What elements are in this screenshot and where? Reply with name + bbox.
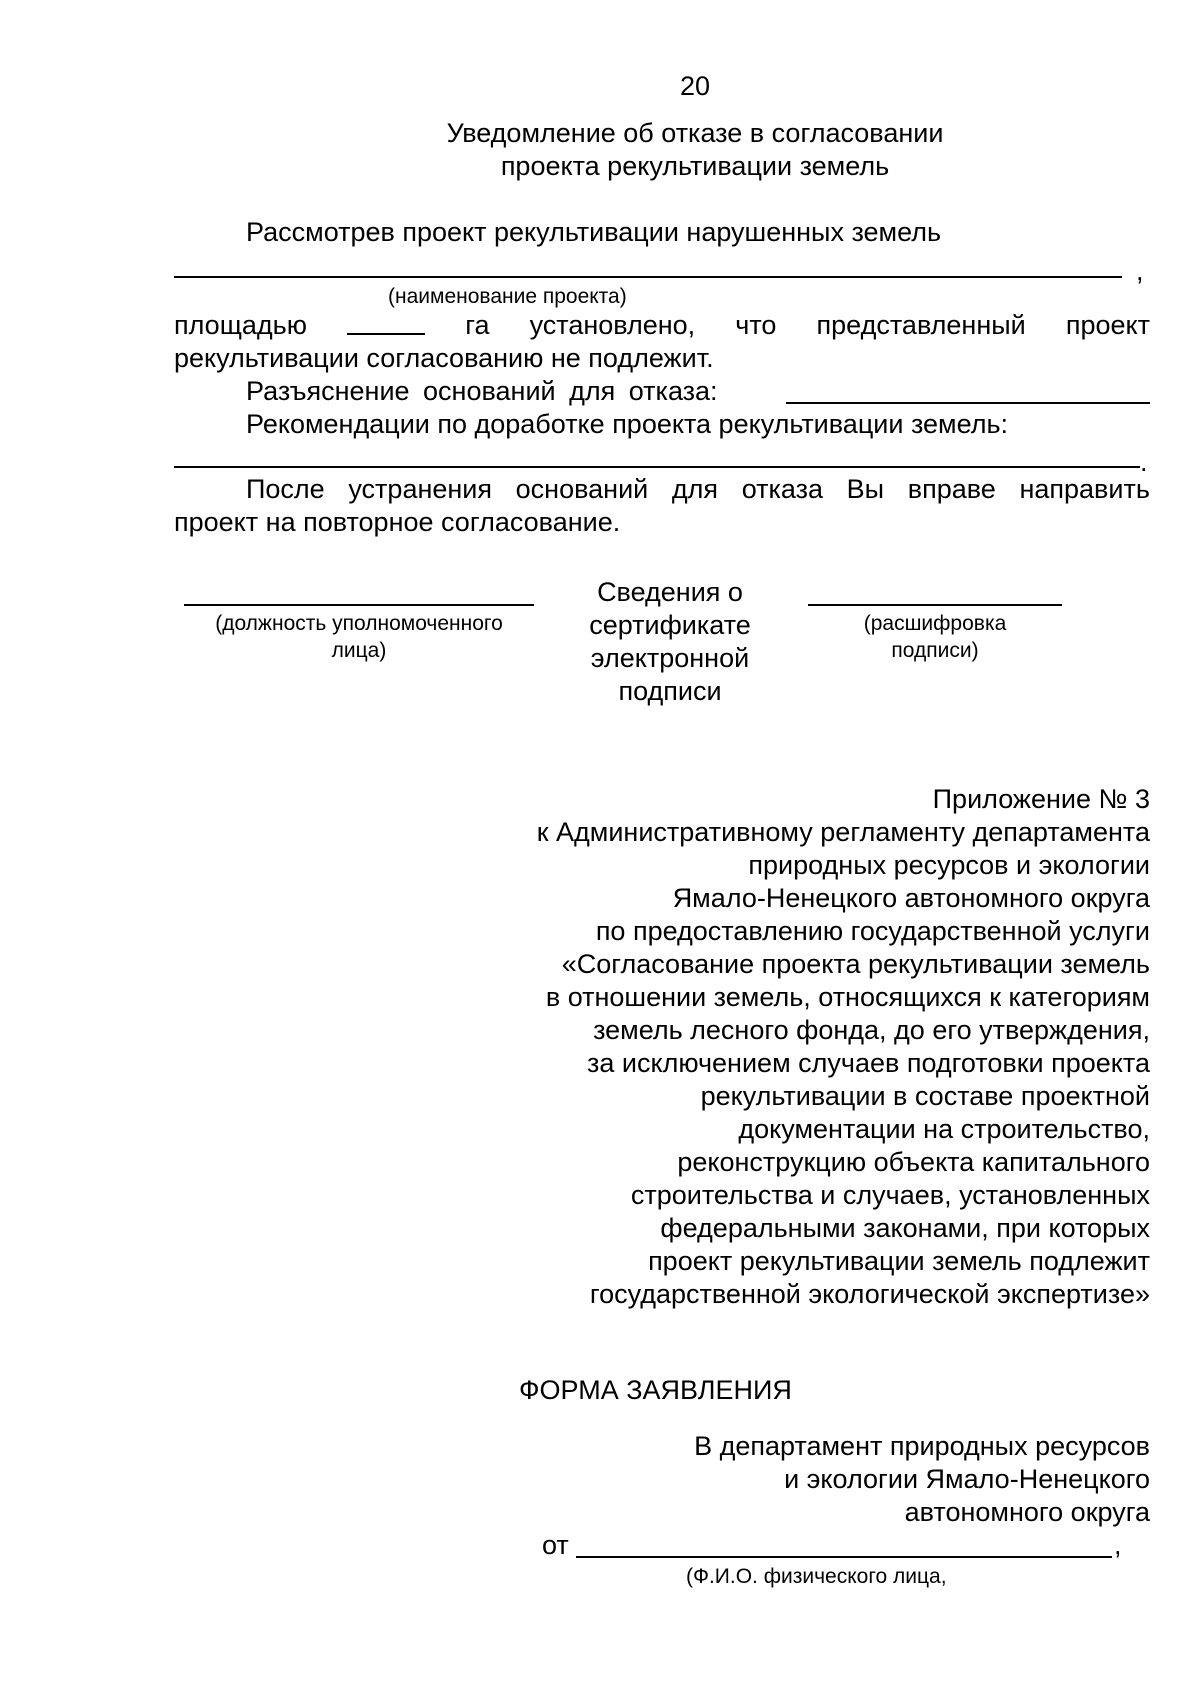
certificate-line-3: электронной [590, 643, 750, 673]
reasons-label-text: Разъяснение оснований для отказа: [246, 376, 718, 406]
position-caption [184, 610, 534, 664]
appendix-line: Ямало-Ненецкого автономного округа [672, 883, 1150, 913]
after-word: После [246, 474, 325, 504]
certificate-line-4: подписи [618, 676, 722, 706]
recommendations-label: Рекомендации по доработке проекта рекультивации земель: [246, 409, 1009, 439]
certificate-line-1: Сведения о [597, 577, 743, 607]
area-word: га [465, 310, 490, 340]
decode-caption-line-2: подписи) [891, 639, 979, 662]
project-comma: , [1136, 256, 1144, 286]
position-signature-line [184, 604, 534, 606]
after-word: для [671, 474, 719, 504]
appendix-line: «Согласование проекта рекультивации земель [561, 949, 1150, 979]
appendix-line: реконструкцию объекта капитального [677, 1147, 1150, 1177]
decode-caption [808, 610, 1062, 664]
after-word: оснований [515, 474, 649, 504]
notice-title-line-2: проекта рекультивации земель [500, 151, 890, 181]
position-caption-line-2: лица) [331, 639, 387, 662]
area-word: площадью [174, 310, 307, 340]
area-blank [347, 309, 425, 335]
area-line-2: рекультивации согласованию не подлежит. [174, 343, 714, 373]
area-line [174, 309, 1150, 342]
appendix-line: по предоставлению государственной услуги [595, 916, 1150, 946]
reasons-label [246, 375, 756, 408]
area-word: представленный [816, 310, 1026, 340]
addressee-line-3: автономного округа [904, 1497, 1150, 1527]
addressee-line-1: В департамент природных ресурсов [694, 1431, 1150, 1461]
recommendations-period: . [1140, 447, 1148, 477]
after-paragraph-line-2: проект на повторное согласование. [174, 507, 621, 537]
appendix-line: земель лесного фонда, до его утверждения, [593, 1015, 1150, 1045]
appendix-line: проект рекультивации земель подлежит [648, 1246, 1150, 1276]
from-name-line [576, 1556, 1112, 1558]
certificate-line-2: сертификате [589, 610, 751, 640]
appendix-line: за исключением случаев подготовки проекта [586, 1048, 1150, 1078]
appendix-line: в отношении земель, относящихся к категориям [545, 982, 1150, 1012]
after-word: устранения [348, 474, 492, 504]
from-comma: , [1114, 1530, 1122, 1560]
after-word: Вы [846, 474, 885, 504]
area-word: что [735, 310, 777, 340]
addressee-line-2: и экологии Ямало-Ненецкого [784, 1464, 1150, 1494]
certificate-info [555, 576, 785, 708]
after-word: отказа [741, 474, 823, 504]
form-heading: ФОРМА ЗАЯВЛЕНИЯ [519, 1375, 792, 1405]
appendix-line: строительства и случаев, установленных [630, 1180, 1150, 1210]
project-caption: (наименование проекта) [388, 285, 627, 308]
position-caption-line-1: (должность уполномоченного [215, 612, 503, 635]
after-paragraph-line-1 [246, 473, 1150, 506]
appendix-line: природных ресурсов и экологии [748, 850, 1150, 880]
from-caption: (Ф.И.О. физического лица, [686, 1565, 947, 1588]
appendix-line: Приложение № 3 [932, 784, 1150, 814]
recommendations-line [174, 466, 1140, 468]
appendix-line: федеральными законами, при которых [660, 1213, 1150, 1243]
notice-intro: Рассмотрев проект рекультивации нарушенных земель [246, 217, 942, 247]
decode-signature-line [808, 604, 1062, 606]
appendix-line: рекультивации в составе проектной [700, 1081, 1150, 1111]
project-name-line [174, 276, 1122, 278]
appendix-header [450, 783, 1150, 1311]
decode-caption-line-1: (расшифровка [863, 612, 1007, 635]
addressee [550, 1430, 1150, 1529]
appendix-line: государственной экологической экспертизе» [589, 1279, 1150, 1309]
area-word: установлено, [529, 310, 696, 340]
from-label: от [542, 1530, 569, 1560]
after-word: вправе [907, 474, 996, 504]
appendix-line: документации на строительство, [738, 1114, 1150, 1144]
notice-title-line-1: Уведомление об отказе в согласовании [446, 118, 944, 148]
appendix-line: к Административному регламенту департамента [536, 817, 1150, 847]
area-word: проект [1065, 310, 1150, 340]
after-word: направить [1019, 474, 1150, 504]
reasons-line [786, 402, 1150, 404]
page-number: 20 [679, 71, 711, 101]
